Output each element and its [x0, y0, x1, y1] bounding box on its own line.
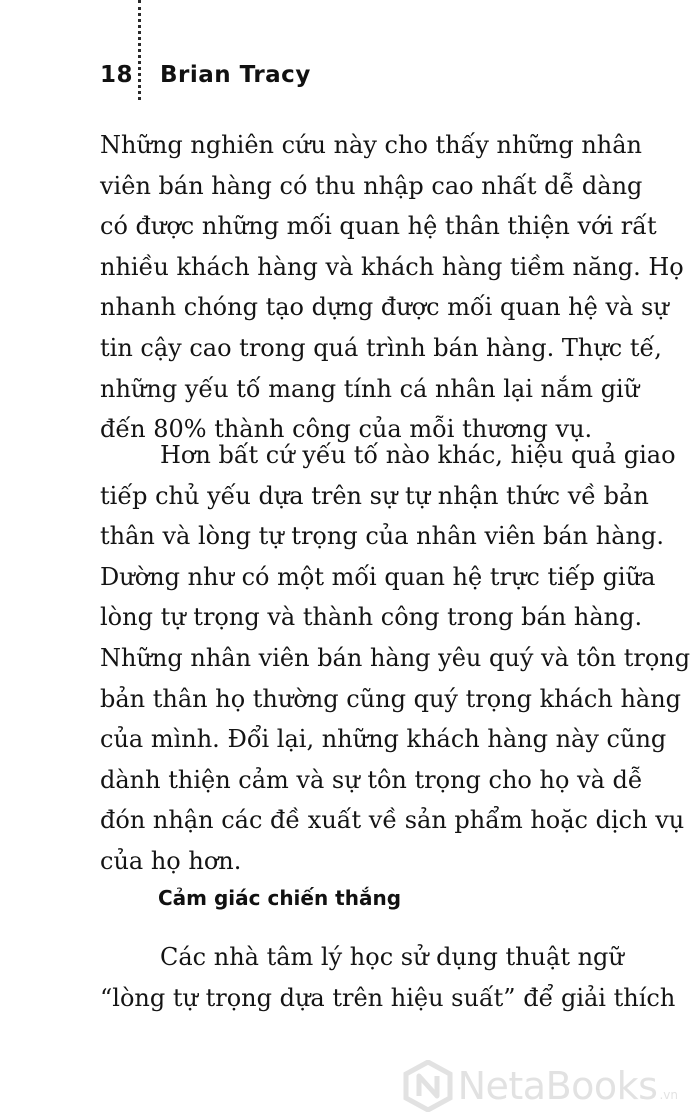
text-line: Dường như có một mối quan hệ trực tiếp giữa — [100, 562, 656, 591]
text-line: viên bán hàng có thu nhập cao nhất dễ dàng — [100, 171, 643, 200]
page-number: 18 — [100, 62, 134, 88]
text-line: Những nhân viên bán hàng yêu quý và tôn trọng — [100, 643, 691, 672]
text-line: đón nhận các đề xuất về sản phẩm hoặc dịch vụ — [100, 806, 685, 835]
text-line: có được những mối quan hệ thân thiện với rất — [100, 212, 657, 241]
text-line: bản thân họ thường cũng quý trọng khách hàng — [100, 684, 682, 713]
text-line: nhiều khách hàng và khách hàng tiềm năng. Họ — [100, 252, 684, 281]
text-line: “lòng tự trọng dựa trên hiệu suất” để giải thích — [100, 983, 676, 1012]
watermark — [402, 1060, 678, 1112]
watermark-tld: .vn — [659, 1088, 678, 1102]
paragraph-1 — [100, 125, 684, 450]
section-heading: Cảm giác chiến thắng — [158, 886, 402, 910]
text-line: Các nhà tâm lý học sử dụng thuật ngữ — [160, 943, 624, 971]
text-line: đến 80% thành công của mỗi thương vụ. — [100, 415, 593, 444]
text-line: tin cậy cao trong quá trình bán hàng. Thực tế, — [100, 333, 662, 362]
text-line: của mình. Đổi lại, những khách hàng này cũng — [100, 725, 667, 754]
text-line: Những nghiên cứu này cho thấy những nhân — [100, 131, 643, 159]
text-line: nhanh chóng tạo dựng được mối quan hệ và sự — [100, 293, 669, 322]
netabooks-logo-icon — [402, 1060, 454, 1112]
paragraph-2 — [100, 435, 691, 882]
text-line: tiếp chủ yếu dựa trên sự tự nhận thức về bản — [100, 481, 649, 510]
paragraph-3 — [100, 937, 676, 1018]
header-dotted-rule — [138, 0, 141, 100]
watermark-text: NetaBooks — [457, 1064, 658, 1108]
text-line: lòng tự trọng và thành công trong bán hàng. — [100, 603, 643, 632]
text-line: Hơn bất cứ yếu tố nào khác, hiệu quả giao — [160, 441, 676, 469]
text-line: dành thiện cảm và sự tôn trọng cho họ và dễ — [100, 765, 643, 794]
text-line: của họ hơn. — [100, 846, 242, 875]
text-line: thân và lòng tự trọng của nhân viên bán hàng. — [100, 522, 664, 551]
text-line: những yếu tố mang tính cá nhân lại nắm giữ — [100, 374, 640, 403]
running-title: Brian Tracy — [160, 62, 311, 88]
